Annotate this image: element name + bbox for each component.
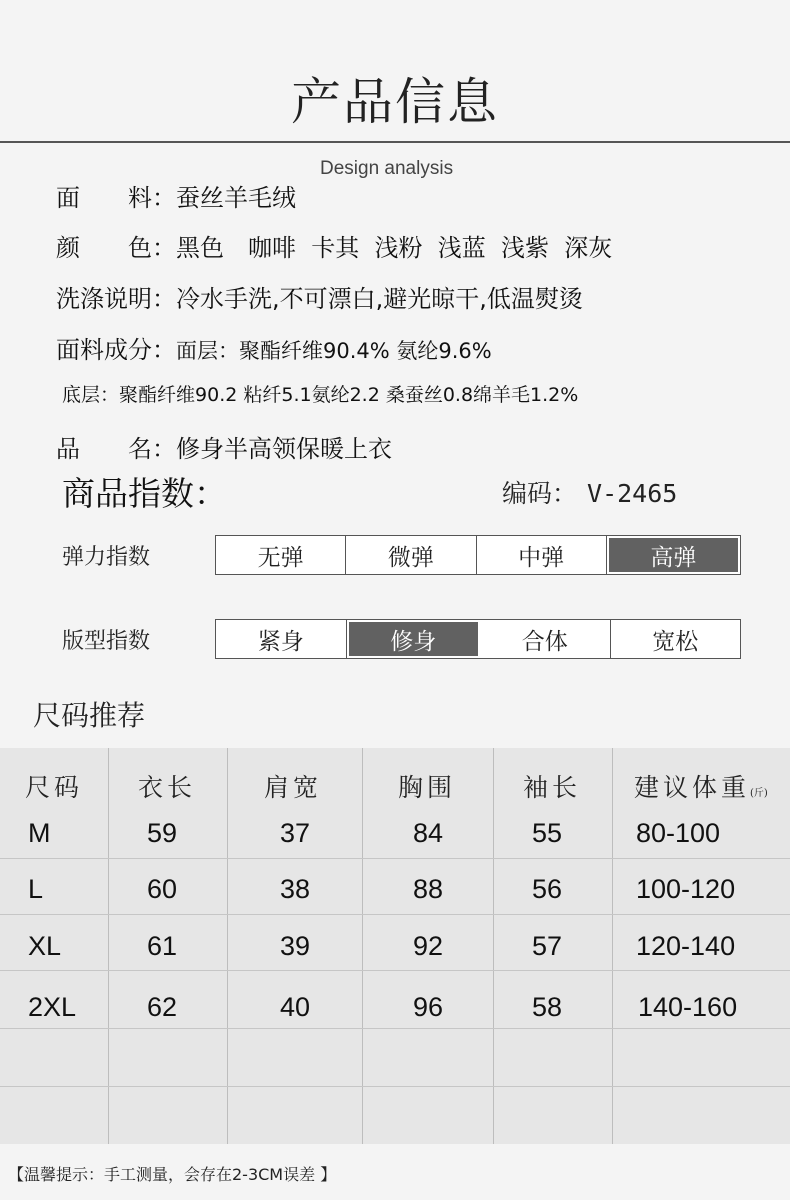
table-cell: 120-140 [636,931,736,961]
info-name-value: 修身半高领保暖上衣 [176,435,392,463]
table-divider [0,970,790,971]
info-washing-value: 冷水手洗,不可漂白,避光晾干,低温熨烫 [176,285,583,313]
info-name [56,429,392,464]
column-header-weight [634,768,768,804]
table-cell: 61 [147,931,178,961]
info-composition-value: 面层：聚酯纤维90.4% 氨纶9.6% [176,339,492,363]
fit-label: 版型指数 [62,629,151,654]
info-color-value: 黑色 咖啡 卡其 浅粉 浅蓝 浅紫 深灰 [176,234,613,262]
table-divider [0,858,790,859]
fit-option-tight: 紧身 [216,620,347,658]
table-cell: 55 [532,818,563,848]
elasticity-option-slight: 微弹 [346,536,476,574]
info-composition-label: 面料成分： [56,336,176,364]
elasticity-option-medium: 中弹 [477,536,607,574]
index-title: 商品指数： [62,474,227,513]
table-cell: XL [28,931,62,961]
table-cell: 2XL [28,992,77,1022]
column-header-sleeve: 袖长 [523,773,582,802]
info-color [56,228,612,263]
table-cell: 92 [413,931,444,961]
table-divider [227,748,228,1144]
column-header-length: 衣长 [138,773,197,802]
table-cell: 62 [147,992,178,1022]
column-header-size: 尺码 [25,773,84,802]
fit-option-regular: 合体 [480,620,611,658]
table-cell: M [28,818,51,848]
page-title: 产品信息 [291,73,499,131]
table-divider [0,1028,790,1029]
product-code-label: 编码： [502,479,578,508]
table-cell: 60 [147,874,178,904]
table-cell: 84 [413,818,444,848]
elasticity-option-high: 高弹 [609,538,738,572]
info-fabric [56,178,296,213]
table-cell: 96 [413,992,444,1022]
table-cell: 57 [532,931,563,961]
info-bottom-layer-label: 底层： [62,384,120,406]
elasticity-option-none: 无弹 [216,536,346,574]
size-chart-title: 尺码推荐 [33,699,146,732]
product-code [502,474,677,510]
weight-unit: (斤) [750,788,768,799]
table-divider [493,748,494,1144]
column-header-chest: 胸围 [398,773,457,802]
table-cell: 58 [532,992,563,1022]
title-divider [0,141,790,143]
table-cell: 80-100 [636,818,721,848]
fit-option-loose: 宽松 [652,628,699,655]
table-cell: L [28,874,44,904]
table-cell: 100-120 [636,874,736,904]
info-washing [56,279,583,314]
table-cell: 38 [280,874,311,904]
fit-scale [215,619,741,659]
table-divider [0,914,790,915]
product-code-value: V-2465 [587,479,678,508]
table-divider [0,1086,790,1087]
table-cell: 88 [413,874,444,904]
table-cell: 40 [280,992,311,1022]
elasticity-label: 弹力指数 [62,545,151,570]
info-washing-label: 洗涤说明： [56,285,176,313]
info-fabric-value: 蚕丝羊毛绒 [176,184,296,212]
info-color-label: 颜 色： [56,234,176,262]
measurement-note: 【温馨提示：手工测量，会存在2-3CM误差 】 [8,1165,337,1184]
column-header-weight-label: 建议体重 [634,773,751,802]
page-subtitle: Design analysis [320,158,454,179]
column-header-shoulder: 肩宽 [264,773,323,802]
info-fabric-label: 面 料： [56,184,176,212]
table-cell: 59 [147,818,178,848]
size-table [0,748,790,1144]
info-bottom-layer-value: 聚酯纤维90.2 粘纤5.1氨纶2.2 桑蚕丝0.8绵羊毛1.2% [119,384,579,406]
table-divider [362,748,363,1144]
table-divider [612,748,613,1144]
table-cell: 56 [532,874,563,904]
info-name-label: 品 名： [56,435,176,463]
elasticity-scale [215,535,741,575]
fit-option-slim: 修身 [349,622,479,656]
info-composition [56,330,492,365]
table-divider [108,748,109,1144]
table-cell: 37 [280,818,311,848]
table-cell: 140-160 [638,992,738,1022]
info-bottom-layer [62,380,578,407]
table-cell: 39 [280,931,311,961]
